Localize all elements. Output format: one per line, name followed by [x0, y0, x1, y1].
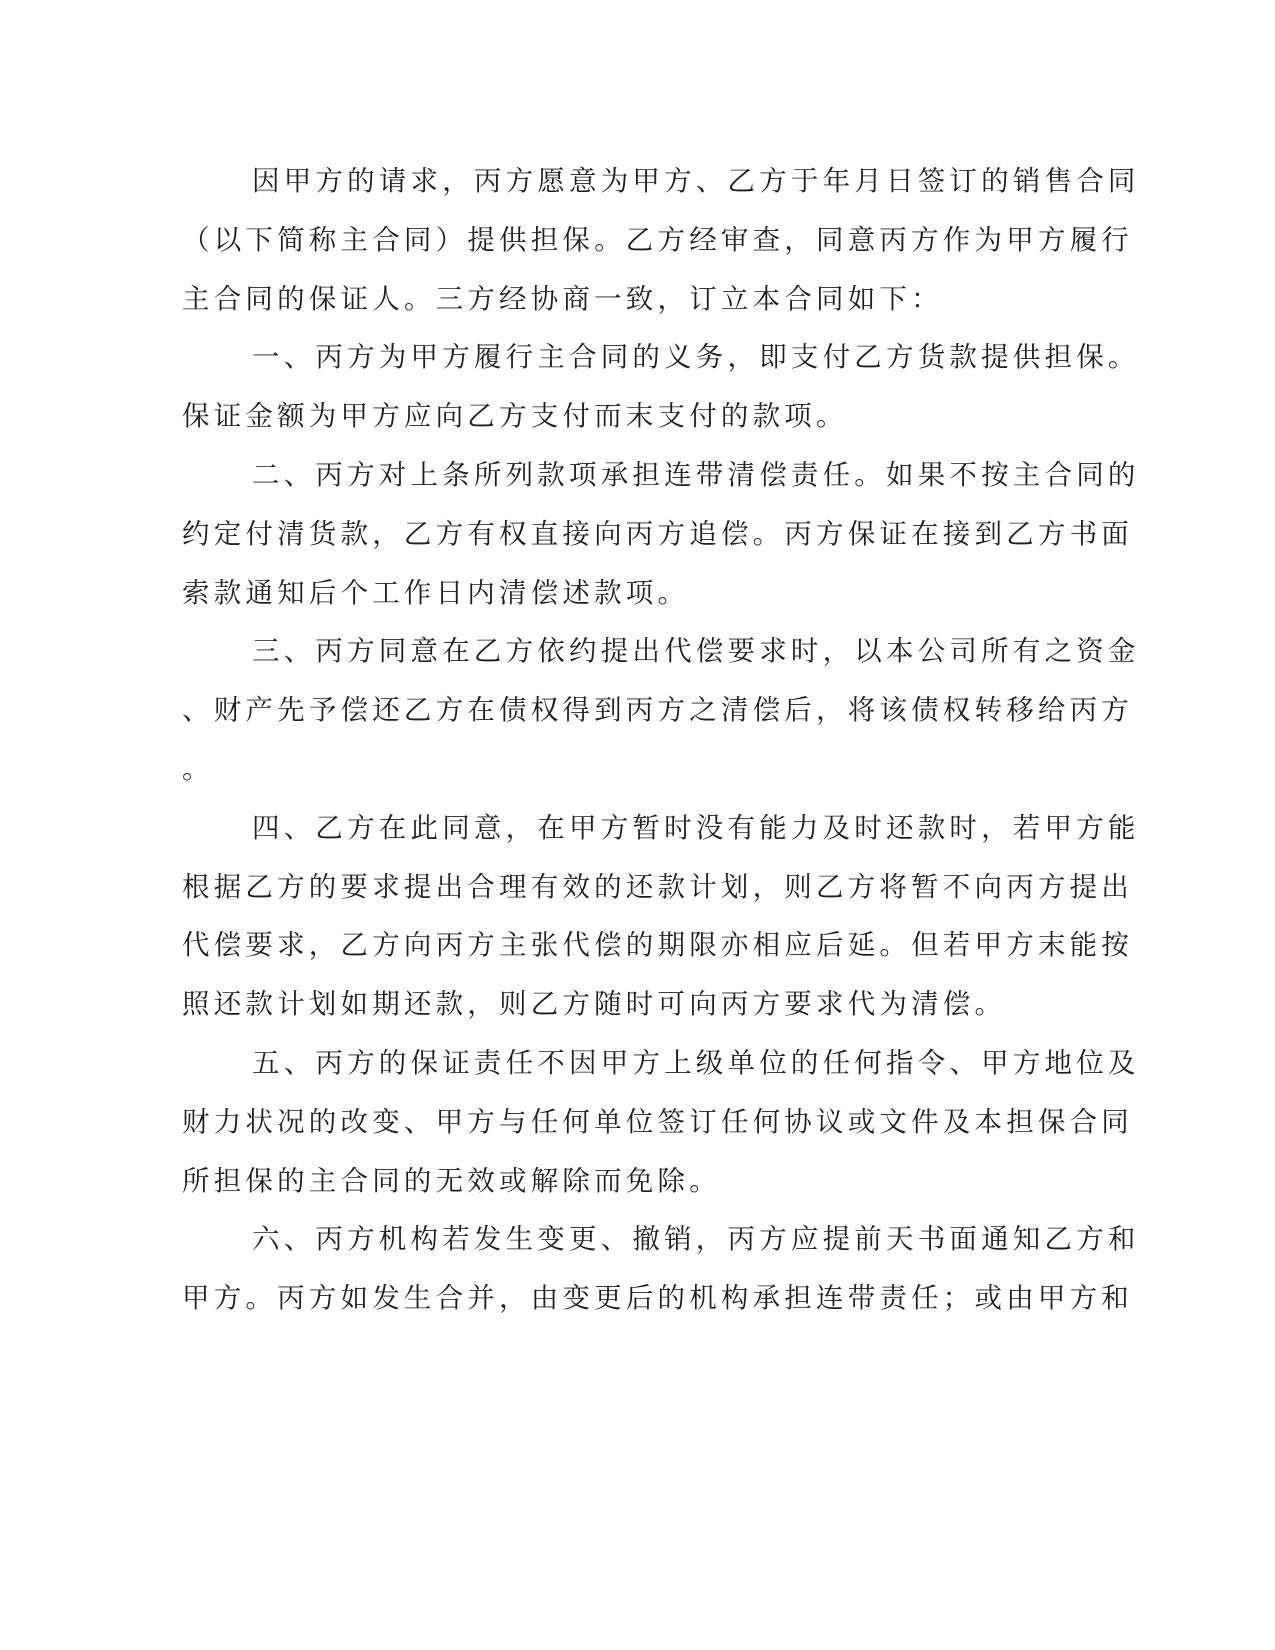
text-line-content: 。 — [182, 752, 214, 785]
contract-body — [182, 152, 1140, 1328]
text-line — [182, 446, 1140, 505]
text-line-content: 主合同的保证人。三方经协商一致，订立本合同如下： — [182, 282, 943, 315]
text-line — [182, 1093, 1133, 1152]
text-line — [182, 622, 1140, 681]
text-line — [182, 1152, 1027, 1211]
text-line-content: 代偿要求，乙方向丙方主张代偿的期限亦相应后延。但若甲方末能按 — [182, 929, 1133, 962]
text-line-content: 照还款计划如期还款，则乙方随时可向丙方要求代为清偿。 — [182, 988, 1007, 1021]
text-line — [182, 916, 1133, 975]
text-line — [182, 564, 1027, 623]
text-line — [182, 681, 1133, 740]
text-line — [182, 505, 1133, 564]
text-line-content: 财力状况的改变、甲方与任何单位签订任何协议或文件及本担保合同 — [182, 1105, 1133, 1138]
text-line — [182, 1210, 1140, 1269]
text-line — [182, 211, 1133, 270]
text-line-content: 保证金额为甲方应向乙方支付而末支付的款项。 — [182, 400, 848, 433]
text-line-content: 根据乙方的要求提出合理有效的还款计划，则乙方将暂不向丙方提出 — [182, 870, 1133, 903]
text-line — [182, 1034, 1140, 1093]
text-line-content: 五、丙方的保证责任不因甲方上级单位的任何指令、甲方地位及 — [252, 1046, 1140, 1079]
text-line-content: 甲方。丙方如发生合并，由变更后的机构承担连带责任；或由甲方和 — [182, 1282, 1133, 1315]
text-line-content: 索款通知后个工作日内清偿述款项。 — [182, 576, 690, 609]
text-line-content: 因甲方的请求，丙方愿意为甲方、乙方于年月日签订的销售合同 — [252, 165, 1140, 197]
text-line-content: 所担保的主合同的无效或解除而免除。 — [182, 1164, 721, 1197]
text-line — [182, 740, 1027, 799]
text-line — [182, 328, 1140, 387]
text-line-content: 六、丙方机构若发生变更、撤销，丙方应提前天书面通知乙方和 — [252, 1223, 1140, 1256]
text-line — [182, 270, 1027, 329]
text-line — [182, 152, 1140, 211]
text-line-content: 约定付清货款，乙方有权直接向丙方追偿。丙方保证在接到乙方书面 — [182, 517, 1133, 550]
text-line-content: 二、丙方对上条所列款项承担连带清偿责任。如果不按主合同的 — [252, 458, 1140, 491]
text-line-content: 四、乙方在此同意，在甲方暂时没有能力及时还款时，若甲方能 — [252, 811, 1140, 844]
text-line — [182, 387, 1027, 446]
text-line-content: 一、丙方为甲方履行主合同的义务，即支付乙方货款提供担保。 — [252, 341, 1140, 374]
text-line-content: （以下简称主合同）提供担保。乙方经审查，同意丙方作为甲方履行 — [182, 223, 1133, 256]
text-line-content: 三、丙方同意在乙方依约提出代偿要求时，以本公司所有之资金 — [252, 635, 1140, 668]
text-line — [182, 1269, 1133, 1328]
text-line — [182, 858, 1133, 917]
text-line — [182, 975, 1027, 1034]
text-line-content: 、财产先予偿还乙方在债权得到丙方之清偿后，将该债权转移给丙方 — [182, 694, 1133, 727]
text-line — [182, 799, 1140, 858]
